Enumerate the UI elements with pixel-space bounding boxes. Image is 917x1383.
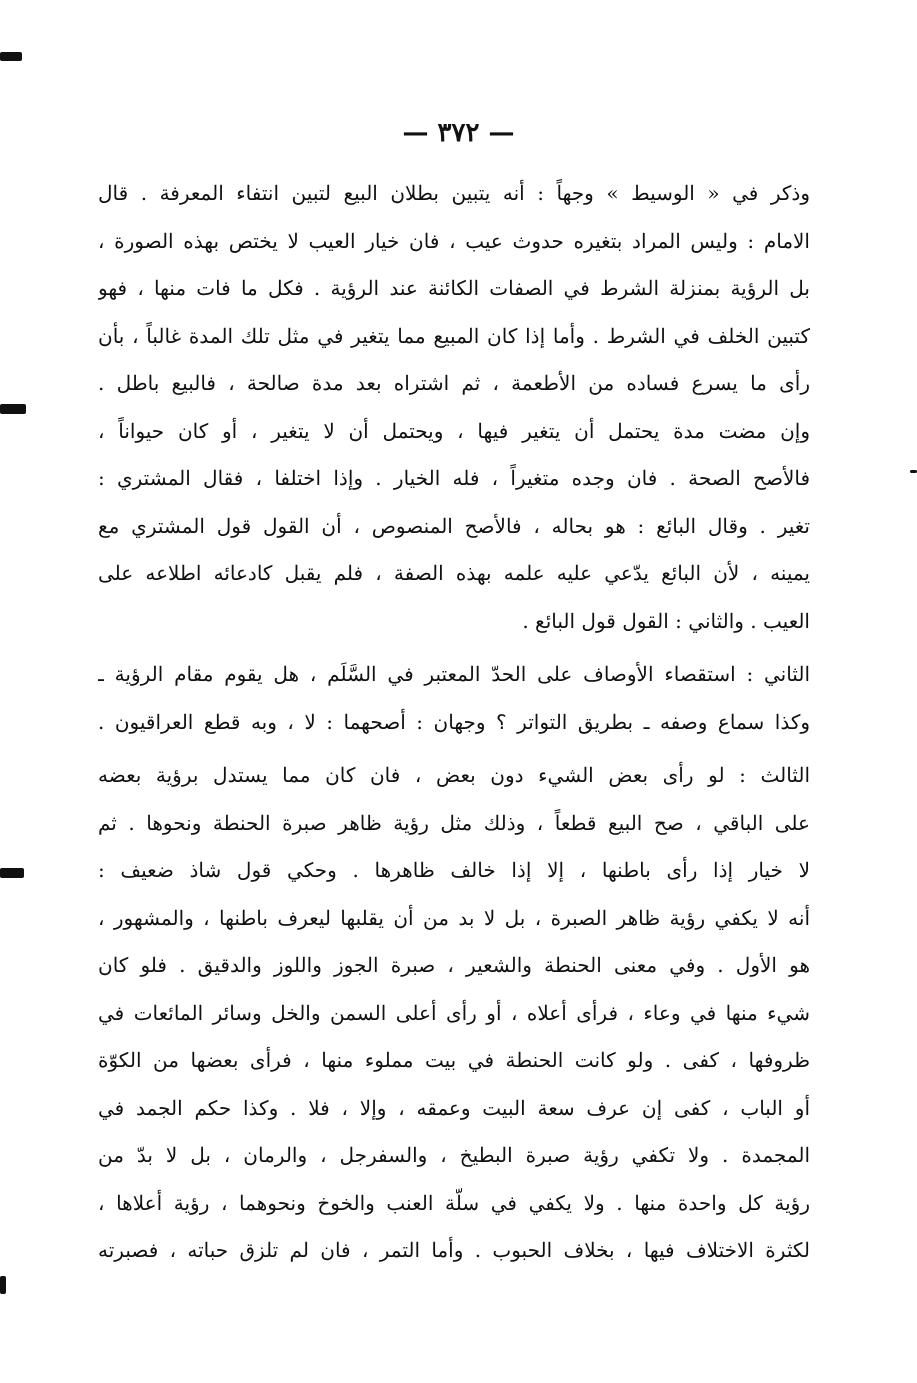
text-line: لكثرة الاختلاف فيها ، بخلاف الحبوب . وأما التمر ، فان لم تلزق حباته ، فصبرته — [98, 1238, 810, 1262]
text-line: وذكر في « الوسيط » وجهاً : أنه يتبين بطلان البيع لتبين انتفاء المعرفة . قال — [98, 181, 810, 205]
text-line: وكذا سماع وصفه ـ بطريق التواتر ؟ وجهان : أصحهما : لا ، وبه قطع العراقيون . — [98, 709, 810, 734]
text-line: الامام : وليس المراد بتغيره حدوث عيب ، فان خيار العيب لا يختص بهذه الصورة ، — [98, 228, 810, 253]
text-line: فالأصح الصحة . فان وجده متغيراً ، فله الخيار . وإذا اختلفا ، فقال المشتري : — [98, 466, 810, 490]
text-line: أو الباب ، كفى إن عرف سعة البيت وعمقه ، وإلا ، فلا . وكذا حكم الجمد في — [98, 1095, 810, 1120]
text-line: لا خيار إذا رأى باطنها ، إلا إذا خالف ظاهرها . وحكي قول شاذ ضعيف : — [98, 858, 810, 882]
scan-edge-mark — [910, 470, 917, 473]
paragraph-1 — [98, 170, 810, 645]
text-line: المجمدة . ولا تكفي رؤية صبرة البطيخ ، والسفرجل ، والرمان ، بل لا بدّ من — [98, 1143, 810, 1167]
paragraph-2 — [98, 651, 810, 746]
paragraph-3 — [98, 752, 810, 1275]
text-line: ظروفها ، كفى . ولو كانت الحنطة في بيت مملوء منها ، فرأى بعضها من الكوّة — [98, 1048, 810, 1072]
scan-edge-mark — [0, 404, 26, 414]
text-line: أنه لا يكفي رؤية ظاهر الصبرة ، بل لا بد من أن يقلبها ليعرف باطنها ، والمشهور ، — [98, 905, 810, 930]
text-line: على الباقي ، صح البيع قطعاً ، وذلك مثل رؤية ظاهر صبرة الحنطة ونحوها . ثم — [98, 810, 810, 835]
text-line: يمينه ، لأن البائع يدّعي عليه علمه بهذه الصفة ، فلم يقبل كادعائه اطلاعه على — [98, 561, 810, 585]
text-line: رأى ما يسرع فساده من الأطعمة ، ثم اشتراه بعد مدة صالحة ، فالبيع باطل . — [98, 371, 810, 395]
page-number: — ٣٧٢ — — [402, 118, 515, 148]
text-line: رؤية كل واحدة منها . ولا يكفي في سلّة العنب والخوخ ونحوهما ، رؤية أعلاها ، — [98, 1190, 810, 1215]
text-line: الثاني : استقصاء الأوصاف على الحدّ المعتبر في السَّلَم ، هل يقوم مقام الرؤية ـ — [98, 662, 810, 686]
text-line: العيب . والثاني : القول قول البائع . — [522, 608, 810, 633]
text-line: الثالث : لو رأى بعض الشيء دون بعض ، فان كان مما يستدل برؤية بعضه — [98, 763, 810, 787]
scan-edge-mark — [0, 52, 22, 61]
text-line: هو الأول . وفي معنى الحنطة والشعير ، صبرة الجوز واللوز والدقيق . فلو كان — [98, 953, 810, 977]
text-line: وإن مضت مدة يحتمل أن يتغير فيها ، ويحتمل أن لا يتغير ، أو كان حيواناً ، — [98, 418, 810, 443]
scan-edge-mark — [0, 868, 24, 878]
body-text — [98, 170, 810, 1275]
text-line: شيء منها في وعاء ، فرأى أعلاه ، أو رأى أعلى السمن والخل وسائر المائعات في — [98, 1000, 810, 1025]
text-line: تغير . وقال البائع : هو بحاله ، فالأصح المنصوص ، أن القول قول المشتري مع — [98, 513, 810, 538]
text-line: كتبين الخلف في الشرط . وأما إذا كان المبيع مما يتغير في مثل تلك المدة غالباً ، بأن — [98, 323, 810, 348]
text-line: بل الرؤية بمنزلة الشرط في الصفات الكائنة عند الرؤية . فكل ما فات منها ، فهو — [98, 276, 810, 300]
scan-edge-mark — [0, 1276, 6, 1294]
